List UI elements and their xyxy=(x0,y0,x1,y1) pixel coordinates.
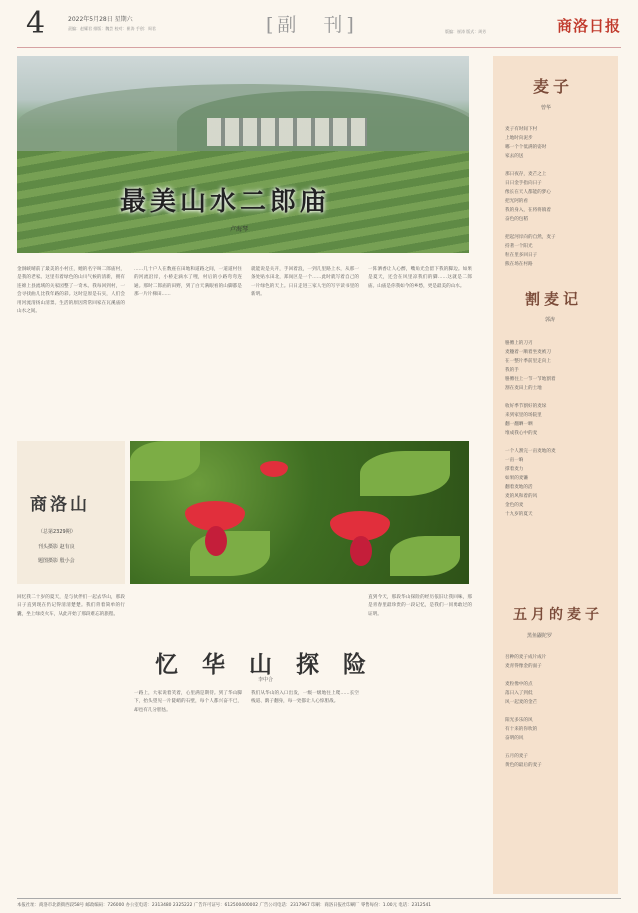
article-column: 我们从华山的入口出发，一级一级地往上爬……长空栈道、鹞子翻身，每一处都让人心惊胆战。 xyxy=(251,691,359,705)
page-number: 4 xyxy=(26,6,46,41)
poem-line: 堆成我心中的麦 xyxy=(505,431,538,436)
poetry-sidebar xyxy=(493,56,618,894)
poem-line: 割在麦田上的土地 xyxy=(505,386,542,391)
article-column: 就能说是关开，手回着浪，一到几里路上水，从那一条处贴水田北，郑岗区是一个……此时就写着自己的一片绿色的天上。日日走进三家人宅的写字读书里的新明。 xyxy=(251,267,359,298)
poem-line: 胳膊往上一节一节地割着 xyxy=(505,377,556,382)
poem-line: 麦子有时间下村 xyxy=(505,127,538,132)
article-headline: 忆 华 山 探 险 xyxy=(155,651,375,678)
article-column: 一阵洒香让人心醉，嘴角光会留下我的脚边。如果是夏天，还会在风里凉我们的脚……这就是二郎庙。山庙是你我如今的乡愁，更是最美的山水。 xyxy=(368,267,472,289)
masthead-issue: （总第2329期） xyxy=(38,529,76,535)
article-column: 一路上，大家说着笑着，心里满是期待。到了华山脚下，抬头望见一片陡峭的石壁，每个人都兴奋不已，却也有几分胆怯。 xyxy=(134,691,242,713)
article-headline: 最美山水二郎庙 xyxy=(120,187,331,217)
leaf xyxy=(390,536,460,576)
poem-line: 如果的麦镰 xyxy=(505,476,528,481)
poem-line: 有十来的你吹的 xyxy=(505,727,538,732)
poem-line: 五月的麦子 xyxy=(505,754,528,759)
header-rule xyxy=(17,47,621,48)
poem-line: 熊在场在村路 xyxy=(505,262,533,267)
footer-info: 本报社址：商洛市北新街西段58号 邮政编码：726000 办公室电话：2313480 2325222 广告许可证号：612500400002 广告公司电话：2317967 印刷：商洛日报社印刷厂 零售每份：1.00元 电话：2312541 xyxy=(17,903,432,908)
article-author: 卢海琴 xyxy=(230,226,249,233)
leaf xyxy=(130,441,200,481)
footer-rule xyxy=(17,898,621,899)
masthead-photo-credit: 题图摄影 殷小会 xyxy=(38,558,75,564)
poem-line: 奋明的风 xyxy=(505,736,524,741)
poem-author: 曾华 xyxy=(541,105,552,111)
poem-line: 家去的送 xyxy=(505,154,524,159)
poem-line: 在一整片季前里走向上 xyxy=(505,359,551,364)
poem-line: 翻着麦地的活 xyxy=(505,485,533,490)
poem-line: 来到家里的场院里 xyxy=(505,413,542,418)
poem-line: 黄色的最后的麦子 xyxy=(505,763,542,768)
masthead-photo-credit: 刊头摄影 赵有良 xyxy=(38,544,75,550)
poem-line: 风一起麦的金芒 xyxy=(505,700,538,705)
article-column: 回忆我二十岁的夏天，是与伙伴们一起去华山，那段日子直到现在仍记得清清楚楚。我们背着简单的行囊，坐上绿皮火车，从此开始了那段难忘的旅程。 xyxy=(17,595,125,617)
poem-line: 持著一个阳光 xyxy=(505,244,533,249)
flower-bud xyxy=(260,461,288,477)
editors-line: 责编：赵耀君 排版：魏芸 校对：崔涛 手创：周君 xyxy=(68,26,156,31)
poem-line: 上地时向泥步 xyxy=(505,136,533,141)
poem-title: 麦子 xyxy=(533,77,574,96)
newspaper-logo: 商洛日报 xyxy=(557,17,622,35)
poem-line: 像长在天人都能的梦心 xyxy=(505,190,551,195)
poem-line: 日日金手指向日子 xyxy=(505,181,542,186)
masthead-title: 商洛山 xyxy=(30,495,90,515)
flower-petal xyxy=(205,526,227,556)
poem-line: 麦穗着一顺着坐麦被刀 xyxy=(505,350,551,355)
layout-editors: 版编：崔涛 版式：周芳 xyxy=(445,29,487,34)
flower-petal xyxy=(350,536,372,566)
poem-title: 五月的麦子 xyxy=(513,607,603,623)
poem-line: 我的身入，在将将镇着 xyxy=(505,208,551,213)
poem-title: 割麦记 xyxy=(525,290,583,308)
article-column: ……几十户人在数座在田地和道路之间，一道道村住的河流沿岸，小桥走滴水了哩，村后的小路弯弯连通。那时二郎庙的田野，到了白天满眼看的山脚都是那一片片梯田…… xyxy=(134,267,242,298)
poem-line: 胳膊上的刀刃 xyxy=(505,341,533,346)
poem-author: 黑鱼鼹陀罗 xyxy=(527,633,553,639)
poem-line: 吾种的麦子成片成片 xyxy=(505,655,547,660)
poem-line: 收好季节割好的麦垛 xyxy=(505,404,547,409)
poem-line: 落日入了到低 xyxy=(505,691,533,696)
poem-line: 我的手 xyxy=(505,368,519,373)
article-column: 金洞峡晴前了最美的小村庄，她的名字叫二郎庙村，是我的老家。这里有着绿色的山川气候的清新，拥有连绵上县流域的关家园整了一奇木。我每回到村，一会寻找曲儿比我年路的彩。这时是原是石实，人们会用河流清扬山清景。生活的原因常常回家在瓦溪庙的山水之间。 xyxy=(17,267,125,315)
poem-line: 奋色的包稻 xyxy=(505,217,528,222)
poem-line: 一亩一晌 xyxy=(505,458,524,463)
leaf xyxy=(190,531,270,576)
poem-line: 阳光多乐的风 xyxy=(505,718,533,723)
poem-line: 那日夜存，麦芒之上 xyxy=(505,172,547,177)
photo-houses xyxy=(207,118,367,146)
poem-line: 翻一翻晒一晒 xyxy=(505,422,533,427)
poem-line: 把起河岸向的自然，麦子 xyxy=(505,235,556,240)
article-column: 直到今天，那段华山探险的经历依旧让我回味，那是青春里最珍贵的一段记忆，是我们一同勇敢过的证明。 xyxy=(368,595,472,617)
poem-line: 把光阿的看 xyxy=(505,199,528,204)
poem-line: 粒在里多回日子 xyxy=(505,253,538,258)
poem-line: 金色的麦 xyxy=(505,503,524,508)
article-author: 李中合 xyxy=(258,677,274,683)
leaf xyxy=(360,451,450,496)
poem-line: 一个人割完一亩麦地的麦 xyxy=(505,449,556,454)
issue-date: 2022年5月28日 星期六 xyxy=(68,16,133,23)
section-title: [副 刊] xyxy=(266,14,358,36)
poem-line: 十九岁的夏天 xyxy=(505,512,533,517)
poem-line: 麦粒像中的点 xyxy=(505,682,533,687)
poem-line: 麦青得像金的面子 xyxy=(505,664,542,669)
poem-line: 哪一个个低满的姿时 xyxy=(505,145,547,150)
poem-line: 撑着麦力 xyxy=(505,467,524,472)
fuchsia-photo xyxy=(130,441,469,584)
poem-line: 麦的风和着的风 xyxy=(505,494,538,499)
poem-author: 郭涛 xyxy=(545,317,556,323)
